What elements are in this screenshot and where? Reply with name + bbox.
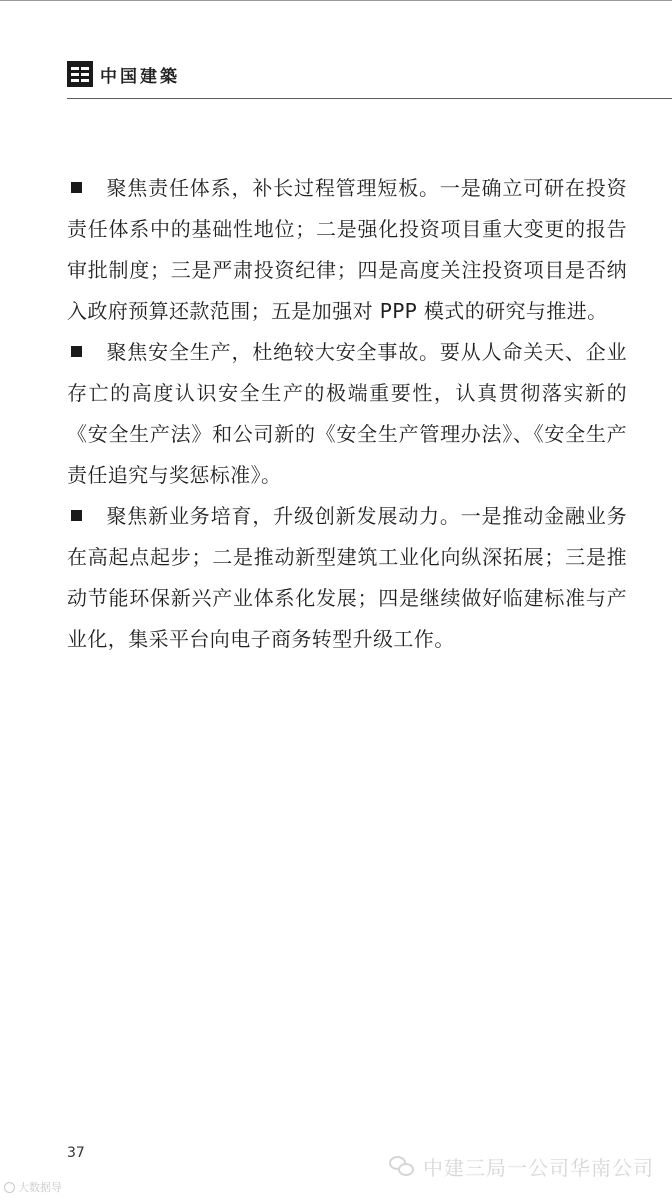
document-body [67,168,627,660]
bullet-item [67,332,627,496]
square-bullet-icon [71,510,82,521]
bullet-item [67,168,627,332]
square-bullet-icon [71,346,82,357]
watermark [389,1152,654,1181]
watermark-text: 中建三局一公司华南公司 [423,1156,654,1180]
corner-watermark [4,1179,62,1195]
wechat-icon [389,1156,415,1178]
square-bullet-icon [71,182,82,193]
cscec-logo-icon [67,61,93,87]
bullet-text: 聚焦新业务培育，升级创新发展动力。一是推动金融业务在高起点起步；二是推动新型建筑工业化向纵深拓展；三是推动节能环保新兴产业体系化发展；四是继续做好临建标准与产业化，集采平台向电子商务转型升级工作。 [67,504,627,651]
top-border [0,0,672,1]
brand-name: 中国建築 [100,66,180,87]
bullet-text: 聚焦责任体系，补长过程管理短板。一是确立可研在投资责任体系中的基础性地位；二是强化投资项目重大变更的报告审批制度；三是严肃投资纪律；四是高度关注投资项目是否纳入政府预算还款范围；五是加强对 PPP 模式的研究与推进。 [67,176,627,323]
header-divider [67,98,672,99]
circle-icon [4,1182,15,1193]
page-header [67,60,180,88]
corner-watermark-text: 大数据导 [18,1181,62,1194]
page-number: 37 [67,1145,85,1161]
bullet-item [67,496,627,660]
bullet-text: 聚焦安全生产，杜绝较大安全事故。要从人命关天、企业存亡的高度认识安全生产的极端重要性，认真贯彻落实新的《安全生产法》和公司新的《安全生产管理办法》、《安全生产责任追究与奖惩标准》。 [67,340,627,487]
